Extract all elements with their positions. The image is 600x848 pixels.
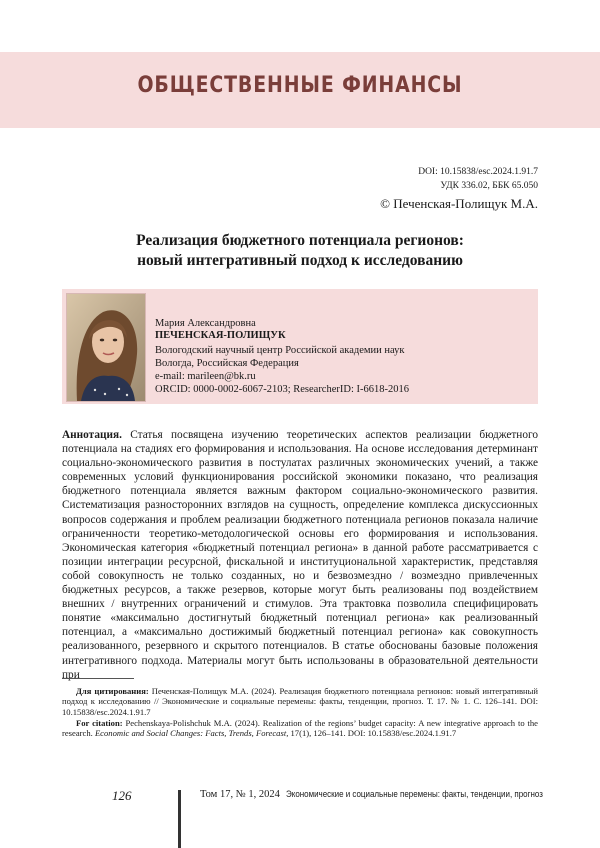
author-email[interactable]: e-mail: marileen@bk.ru bbox=[155, 371, 256, 382]
citation-en-journal: Economic and Social Changes: Facts, Trends, Forecast bbox=[94, 728, 287, 739]
author-organization: Вологодский научный центр Российской академии наук bbox=[155, 345, 405, 356]
citation-ru-text: Печенская-Полищук М.А. (2024). Реализация бюджетного потенциала регионов: новый интегративный подход к исследованию // Экономические и социальные перемены: факты, тенденции, прогноз. Т. 17. № 1. С. 126–141. DOI: 10.15838/esc.2024.1.91.7 bbox=[62, 686, 538, 717]
article-title-line1: Реализация бюджетного потенциала регионов: bbox=[136, 232, 464, 249]
author-identifiers: ORCID: 0000-0002-6067-2103; ResearcherID: I-6618-2016 bbox=[155, 384, 409, 395]
citation-en-text-end: , 17(1), 126–141. DOI: 10.15838/esc.2024.1.91.7 bbox=[286, 728, 457, 739]
article-title-line2: новый интегративный подход к исследованию bbox=[137, 252, 463, 269]
journal-footer bbox=[200, 789, 592, 800]
journal-title: Экономические и социальные перемены: факты, тенденции, прогноз bbox=[285, 789, 543, 800]
citation-en-text: Pechenskaya-Polishchuk M.A. (2024). Realization of the regions’ budget capacity: A new integrative approach to the research. bbox=[62, 718, 538, 739]
doi[interactable]: DOI: 10.15838/esc.2024.1.91.7 bbox=[418, 167, 538, 177]
footer-divider bbox=[178, 790, 181, 848]
footnote-divider bbox=[62, 678, 134, 679]
abstract bbox=[62, 428, 538, 682]
citation-en-label: For citation: bbox=[76, 718, 123, 728]
author-last-name: ПЕЧЕНСКАЯ-ПОЛИЩУК bbox=[155, 330, 286, 341]
citation-ru bbox=[62, 686, 538, 717]
author-photo bbox=[66, 293, 146, 402]
author-city: Вологда, Российская Федерация bbox=[155, 358, 299, 369]
section-title: ОБЩЕСТВЕННЫЕ ФИНАНСЫ bbox=[137, 73, 463, 98]
udk-bbk: УДК 336.02, ББК 65.050 bbox=[440, 181, 538, 191]
journal-issue: Том 17, № 1, 2024 bbox=[200, 789, 280, 800]
abstract-text: Статья посвящена изучению теоретических аспектов реализации бюджетного потенциала на стадиях его формирования и использования. На основе исследования детерминант социально-экономического развития в постулатах различных экономических учений, а также современных условий функционирования российской экономики показано, что реализация бюджетного потенциала является важным фактором социально-экономического развития. Систематизация разносторонних взглядов на сущность, определение комплекса дискуссионных вопросов содержания и проблем реализации бюджетного потенциала регионов показала наличие ограниченности теоретико-методологической основы его формирования и использования. Экономическая категория «бюджетный потенциал региона» в данной работе рассматривается с позиции интеграции ресурсной, фискальной и институциональной характеристик, представляя собой совокупность не только созданных, но и безвозмездно / возмездно привлеченных бюджетных ресурсов, а также резервов, которые могут быть реализованы под воздействием внешних / внутренних ограничений и стимулов. Эта трактовка позволила специфицировать понятие «максимально достигнутый бюджетный потенциал региона» как реализованный потенциал, а «максимально достижимый бюджетный потенциал региона» как совокупность реализованного, резервного и скрытого потенциалов. В статье обоснованы базовые положения интегративного подхода. Материалы могут быть использованы в образовательной деятельности при bbox=[62, 429, 538, 681]
citation-ru-label: Для цитирования: bbox=[76, 686, 149, 696]
author-first-name: Мария Александровна bbox=[155, 318, 256, 329]
page-number: 126 bbox=[112, 788, 132, 803]
abstract-label: Аннотация. bbox=[62, 429, 122, 441]
copyright: © Печенская-Полищук М.А. bbox=[380, 196, 538, 211]
citation-en bbox=[62, 718, 538, 739]
